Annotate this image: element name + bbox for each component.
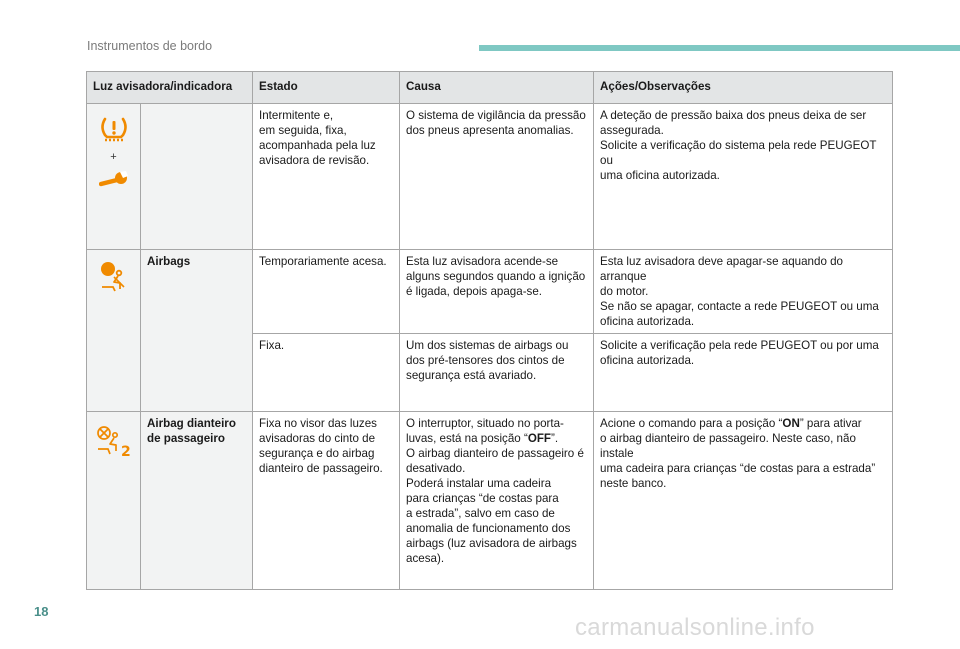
- column-header-actions: Ações/Observações: [594, 72, 893, 104]
- column-header-cause: Causa: [400, 72, 594, 104]
- indicator-system-cell: Airbags: [141, 250, 253, 412]
- action-cell: Esta luz avisadora deve apagar-se aquando do arranque do motor. Se não se apagar, contacte a rede PEUGEOT ou uma oficina autorizada.: [594, 250, 893, 334]
- indicator-icon-cell: [87, 412, 141, 590]
- table-header-row: [87, 72, 893, 104]
- warning-lights-table: [86, 71, 893, 590]
- column-header-state: Estado: [253, 72, 400, 104]
- watermark: carmanualsonline.info: [575, 614, 815, 641]
- action-cell: Solicite a verificação pela rede PEUGEOT ou por uma oficina autorizada.: [594, 334, 893, 412]
- column-header-indicator: Luz avisadora/indicadora: [87, 72, 253, 104]
- airbag-warning-icon: [97, 260, 131, 292]
- on-position-label: ON: [782, 417, 800, 430]
- table-row: [87, 104, 893, 250]
- off-position-label: OFF: [527, 432, 552, 445]
- state-cell: Temporariamente acesa.: [253, 250, 400, 334]
- state-cell: Fixa.: [253, 334, 400, 412]
- page-header-title: Instrumentos de bordo: [87, 39, 213, 53]
- passenger-airbag-off-icon: [95, 424, 133, 458]
- state-cell: Intermitente e, em seguida, fixa, acompanhada pela luz avisadora de revisão.: [253, 104, 400, 250]
- cause-cell: O interruptor, situado no porta- luvas, está na posição “OFF”. O airbag dianteiro de passageiro é desativado. Poderá instalar uma cadeira para crianças “de costas para a estrada”, salvo em caso de anomalia de funcionamento dos airbags (luz avisadora de airbags acesa).: [400, 412, 594, 590]
- cause-cell: Um dos sistemas de airbags ou dos pré-tensores dos cintos de segurança está avariado.: [400, 334, 594, 412]
- icon-join-plus: +: [110, 151, 117, 163]
- indicator-icon-cell: [87, 104, 141, 250]
- cause-cell: O sistema de vigilância da pressão dos pneus apresenta anomalias.: [400, 104, 594, 250]
- indicator-icon-cell: [87, 250, 141, 412]
- svg-text:2: 2: [120, 444, 131, 458]
- table-row: [87, 250, 893, 334]
- header-accent-bar: [479, 45, 960, 51]
- action-cell: A deteção de pressão baixa dos pneus deixa de ser assegurada. Solicite a verificação do sistema pela rede PEUGEOT ou uma oficina autorizada.: [594, 104, 893, 250]
- indicator-system-cell: [141, 104, 253, 250]
- service-wrench-icon: [99, 169, 129, 191]
- page-number: 18: [34, 604, 49, 619]
- table-row: [87, 412, 893, 590]
- indicator-system-cell: Airbag dianteiro de passageiro: [141, 412, 253, 590]
- cause-cell: Esta luz avisadora acende-se alguns segundos quando a ignição é ligada, depois apaga-se.: [400, 250, 594, 334]
- action-cell: Acione o comando para a posição “ON” para ativar o airbag dianteiro de passageiro. Neste caso, não instale uma cadeira para crianças “de costas para a estrada” neste banco.: [594, 412, 893, 590]
- tyre-pressure-warning-icon: [99, 116, 129, 144]
- state-cell: Fixa no visor das luzes avisadoras do cinto de segurança e do airbag dianteiro de passageiro.: [253, 412, 400, 590]
